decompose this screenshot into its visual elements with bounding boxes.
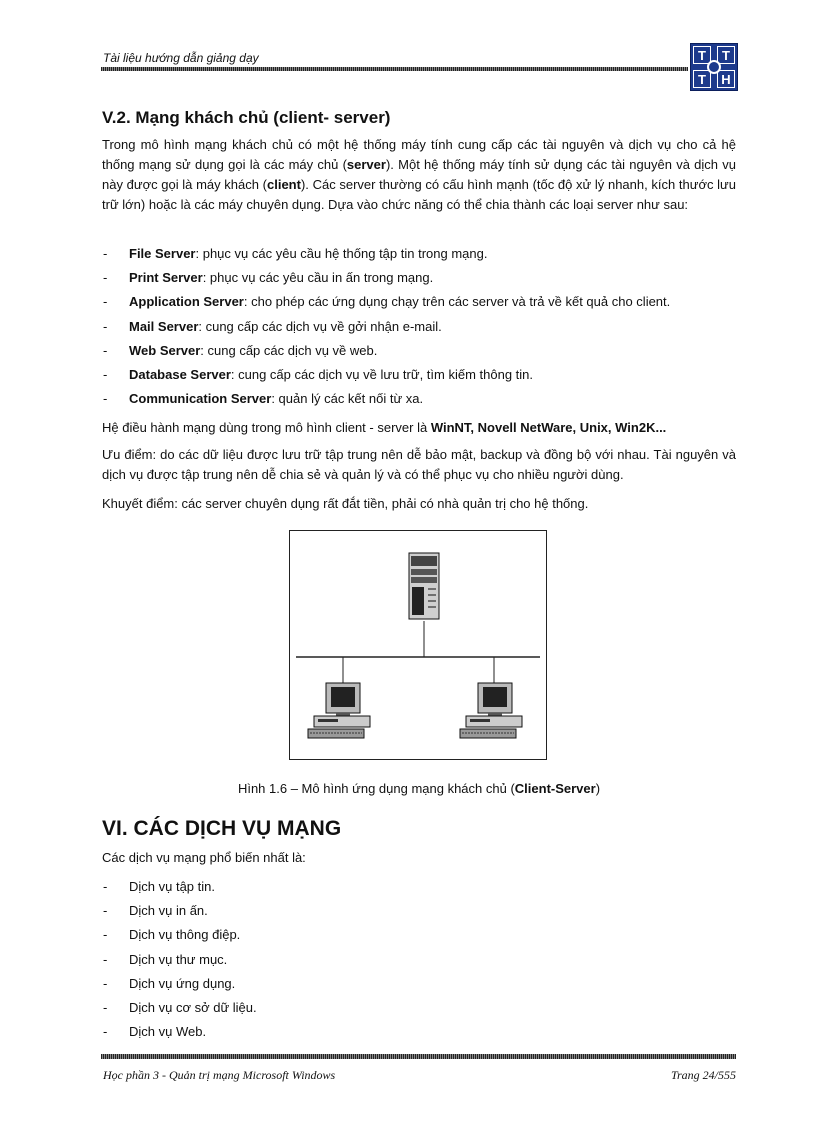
list-item: - Dịch vụ cơ sở dữ liệu. [103, 999, 257, 1015]
list-item: - Dịch vụ tập tin. [103, 879, 215, 894]
advantage-paragraph: Ưu điểm: do các dữ liệu được lưu trữ tập trung nên dễ bảo mật, backup và đồng bộ với nhau. Tài nguyên và dịch vụ được tập trung nên dễ chia sẻ và quản lý và có thể phục vụ cho nhiều người dùng. [102, 447, 736, 482]
list-item: - Mail Server: cung cấp các dịch vụ về gởi nhận e-mail. [103, 318, 442, 334]
figure-caption: Hình 1.6 – Mô hình ứng dụng mạng khách chủ (Client-Server) [237, 781, 601, 796]
server-type-list [102, 244, 736, 413]
footer-course-title: Học phần 3 - Quản trị mạng Microsoft Windows [103, 1068, 336, 1082]
server-icon [409, 553, 439, 619]
list-item: - Web Server: cung cấp các dịch vụ về web. [103, 342, 378, 358]
network-os-line: Hệ điều hành mạng dùng trong mô hình client - server là WinNT, Novell NetWare, Unix, Win2K... [102, 420, 667, 435]
list-item: - File Server: phục vụ các yêu cầu hệ thống tập tin trong mạng. [103, 246, 488, 261]
network-services-list [102, 877, 736, 1046]
list-item: - Communication Server: quản lý các kết nối từ xa. [103, 391, 424, 407]
footer-page-number: Trang 24/555 [670, 1068, 736, 1082]
client-pc-icon [308, 683, 370, 738]
list-item: - Dịch vụ Web. [103, 1024, 207, 1040]
logo-letter: H [717, 70, 735, 88]
list-item: - Dịch vụ ứng dụng. [103, 975, 236, 991]
header-rule [101, 67, 688, 71]
services-intro: Các dịch vụ mạng phổ biến nhất là: [102, 850, 306, 865]
list-item: - Print Server: phục vụ các yêu cầu in ấn trong mạng. [103, 270, 434, 286]
logo-letter: T [693, 70, 711, 88]
list-item: - Dịch vụ thông điệp. [103, 927, 241, 943]
intro-paragraph: Trong mô hình mạng khách chủ có một hệ thống máy tính cung cấp các tài nguyên và dịch vụ cho cả hệ thống mạng sử dụng gọi là các máy chủ (server). Một hệ thống máy tính sử dụng các tài nguyên và dịch vụ này được gọi là máy khách (client). Các server thường có cấu hình mạnh (tốc độ xử lý nhanh, kích thước lưu trữ lớn) hoặc là các máy chuyên dụng. Dựa vào chức năng có thể chia thành các loại server như sau: [102, 137, 736, 212]
list-item: - Application Server: cho phép các ứng dụng chạy trên các server và trả về kết quả cho client. [103, 294, 671, 310]
logo-letter: T [717, 46, 735, 64]
list-item: - Dịch vụ thư mục. [103, 951, 228, 967]
disadvantage-paragraph: Khuyết điểm: các server chuyên dụng rất đắt tiền, phải có nhà quản trị cho hệ thống. [102, 496, 589, 511]
logo-circle-icon [707, 60, 721, 74]
tth-logo [690, 43, 738, 91]
section-heading-v2: V.2. Mạng khách chủ (client- server) [102, 108, 391, 127]
list-item: - Dịch vụ in ấn. [103, 903, 208, 919]
client-server-diagram [289, 530, 547, 760]
footer-rule [101, 1054, 736, 1059]
list-item: - Database Server: cung cấp các dịch vụ về lưu trữ, tìm kiếm thông tin. [103, 366, 533, 382]
logo-letter: T [693, 46, 711, 64]
client-pc-icon [460, 683, 522, 738]
section-heading-vi: VI. CÁC DỊCH VỤ MẠNG [102, 817, 342, 840]
header-title: Tài liệu hướng dẫn giảng dạy [103, 51, 259, 65]
